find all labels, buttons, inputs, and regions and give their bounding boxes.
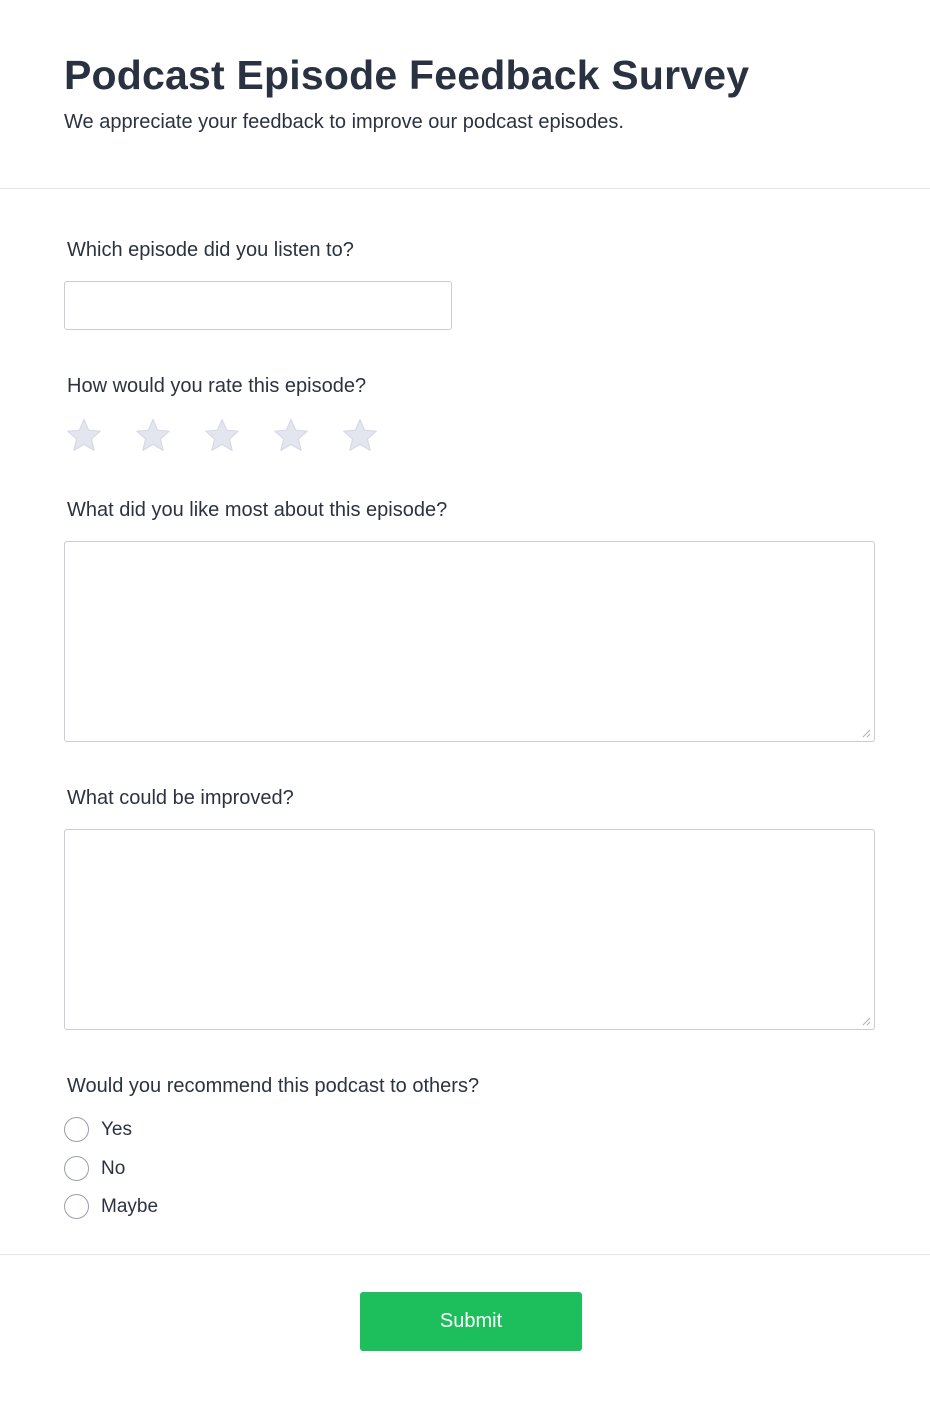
rating-question-label: How would you rate this episode? [67, 375, 367, 397]
radio-label-no: No [101, 1158, 126, 1179]
survey-header [0, 0, 930, 189]
star-icon[interactable] [64, 416, 104, 456]
page-subtitle: We appreciate your feedback to improve our podcast episodes. [64, 111, 624, 133]
episode-question-label: Which episode did you listen to? [67, 239, 354, 261]
improved-question-label: What could be improved? [67, 787, 294, 809]
star-icon[interactable] [340, 416, 380, 456]
episode-input[interactable] [64, 281, 452, 330]
radio-label-yes: Yes [101, 1119, 132, 1140]
star-icon[interactable] [133, 416, 173, 456]
footer-divider [0, 1254, 930, 1255]
radio-button[interactable] [64, 1156, 89, 1181]
liked-textarea[interactable] [64, 541, 875, 742]
star-icon[interactable] [202, 416, 242, 456]
radio-button[interactable] [64, 1117, 89, 1142]
submit-button[interactable]: Submit [360, 1292, 582, 1351]
liked-question-label: What did you like most about this episode? [67, 499, 448, 521]
page-title: Podcast Episode Feedback Survey [64, 52, 750, 98]
radio-label-maybe: Maybe [101, 1196, 159, 1217]
resize-grip-icon[interactable] [861, 728, 871, 738]
recommend-question-label: Would you recommend this podcast to others? [67, 1075, 480, 1097]
radio-button[interactable] [64, 1194, 89, 1219]
improved-textarea[interactable] [64, 829, 875, 1030]
star-icon[interactable] [271, 416, 311, 456]
resize-grip-icon[interactable] [861, 1016, 871, 1026]
